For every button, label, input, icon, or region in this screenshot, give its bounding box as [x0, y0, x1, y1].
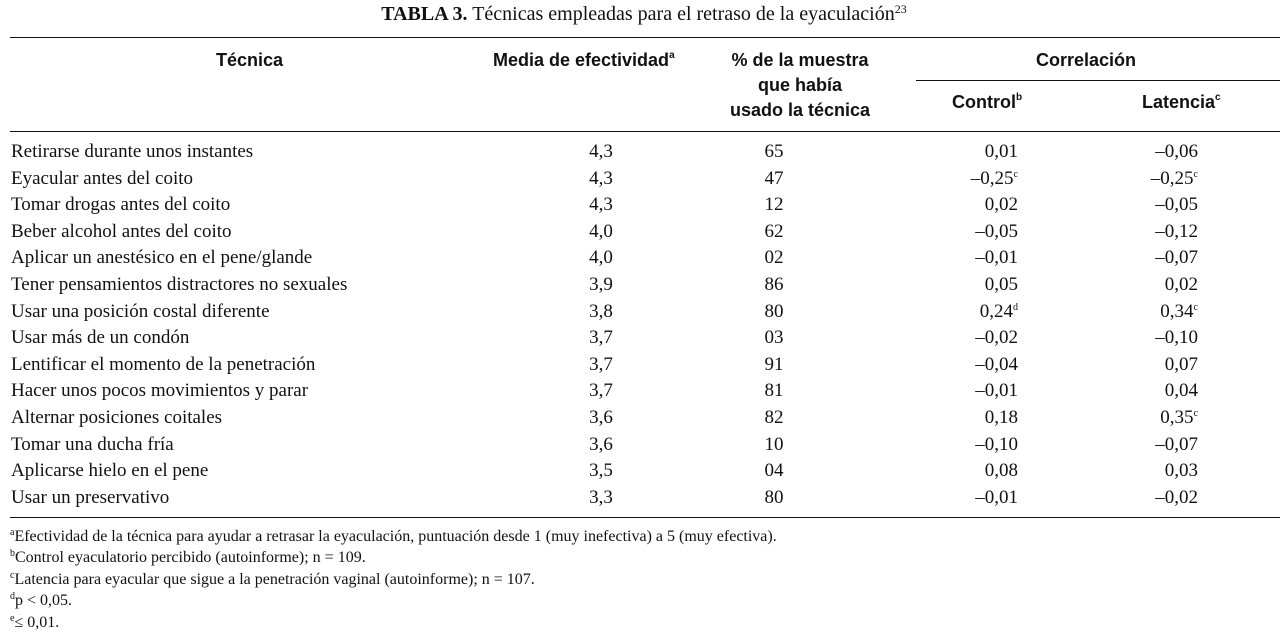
cell-latencia [1090, 192, 1198, 219]
cell-tecnica: Retirarse durante unos instantes [11, 141, 254, 162]
header-bottom-rule [10, 131, 1280, 132]
table-title: Técnicas empleadas para el retraso de la eyaculación [472, 3, 895, 25]
cell-porcentaje: 03 [764, 327, 784, 349]
cell-control [918, 325, 1018, 352]
header-latencia-sup: c [1215, 92, 1221, 103]
cell-tecnica: Aplicarse hielo en el pene [11, 460, 209, 482]
cell-porcentaje: 02 [764, 247, 784, 269]
table-body [0, 139, 1288, 511]
cell-control-value: 0,08 [984, 460, 1018, 482]
cell-media: 3,7 [589, 327, 613, 349]
cell-media: 3,5 [589, 460, 613, 482]
cell-latencia-value: 0,04 [1164, 380, 1198, 402]
cell-control [918, 432, 1018, 459]
cell-media: 4,3 [589, 141, 613, 162]
cell-control-value: –0,01 [975, 486, 1018, 508]
cell-latencia [1090, 458, 1198, 485]
cell-latencia-value: 0,03 [1164, 460, 1198, 482]
cell-control [918, 166, 1018, 193]
cell-tecnica: Tener pensamientos distractores no sexuales [11, 273, 348, 295]
cell-porcentaje: 10 [764, 433, 784, 455]
header-control [952, 90, 1022, 115]
cell-control [918, 485, 1018, 512]
cell-media: 3,8 [589, 300, 613, 322]
cell-latencia [1090, 139, 1198, 166]
header-control-label: Control [952, 92, 1016, 112]
cell-latencia-value: –0,12 [1155, 220, 1198, 242]
cell-control-value: –0,10 [975, 433, 1018, 455]
cell-latencia [1090, 219, 1198, 246]
table-row [0, 245, 1288, 272]
table-row [0, 405, 1288, 432]
footnote [10, 569, 777, 590]
cell-tecnica: Tomar drogas antes del coito [11, 194, 231, 216]
cell-media: 3,6 [589, 433, 613, 455]
cell-media: 3,3 [589, 486, 613, 508]
cell-control-sup: c [1013, 168, 1018, 180]
cell-latencia-value: 0,35 [1160, 406, 1194, 428]
cell-control-value: 0,24 [979, 300, 1013, 322]
cell-tecnica: Hacer unos pocos movimientos y parar [11, 380, 309, 402]
footnote [10, 612, 777, 633]
cell-control [918, 219, 1018, 246]
cell-latencia [1090, 432, 1198, 459]
header-control-sup: b [1015, 92, 1023, 103]
cell-control [918, 405, 1018, 432]
cell-control [918, 272, 1018, 299]
cell-media: 3,9 [589, 273, 613, 295]
cell-control [918, 352, 1018, 379]
cell-control [918, 299, 1018, 326]
cell-porcentaje: 47 [764, 167, 784, 189]
reference-superscript: 23 [894, 2, 907, 16]
cell-latencia-value: 0,07 [1164, 353, 1198, 375]
cell-control [918, 458, 1018, 485]
cell-tecnica: Alternar posiciones coitales [11, 406, 223, 428]
cell-porcentaje: 04 [764, 460, 784, 482]
cell-latencia [1090, 378, 1198, 405]
header-correlacion: Correlación [1035, 50, 1137, 70]
header-tecnica: Técnica [216, 50, 284, 70]
table-row [0, 458, 1288, 485]
cell-latencia [1090, 325, 1198, 352]
footnote-mark: e [10, 612, 15, 624]
footnotes [10, 526, 777, 633]
footnote [10, 526, 777, 547]
header-porcentaje-muestra [700, 48, 900, 123]
correlation-rule [916, 80, 1280, 81]
table-row [0, 325, 1288, 352]
table-caption [0, 3, 1288, 26]
cell-porcentaje: 82 [764, 406, 784, 428]
cell-media: 4,3 [589, 167, 613, 189]
cell-tecnica: Usar más de un condón [11, 327, 190, 349]
footnote-mark: b [10, 548, 15, 560]
cell-latencia-sup: c [1193, 301, 1198, 313]
footnote-text: ≤ 0,01. [14, 613, 60, 631]
cell-porcentaje: 91 [764, 353, 784, 375]
cell-control [918, 245, 1018, 272]
footnote-text: Efectividad de la técnica para ayudar a retrasar la eyaculación, puntuación desde 1 (muy inefectiva) a 5 (muy efectiva). [14, 528, 777, 545]
cell-latencia [1090, 485, 1198, 512]
cell-media: 3,6 [589, 406, 613, 428]
cell-tecnica: Tomar una ducha fría [11, 433, 174, 455]
header-latencia-label: Latencia [1142, 92, 1216, 112]
cell-latencia-value: 0,02 [1164, 273, 1198, 295]
cell-latencia-value: –0,25 [1150, 167, 1194, 189]
cell-media: 4,0 [589, 247, 613, 269]
header-pct-line-1: % de la muestra [731, 50, 869, 70]
cell-tecnica: Lentificar el momento de la penetración [11, 353, 316, 375]
table-number: TABLA 3. [381, 3, 468, 25]
cell-control [918, 192, 1018, 219]
table-row [0, 352, 1288, 379]
cell-media: 4,3 [589, 194, 613, 216]
cell-latencia [1090, 352, 1198, 379]
table-row [0, 432, 1288, 459]
header-latencia [1142, 90, 1221, 115]
footnote [10, 547, 777, 568]
cell-control-value: –0,05 [975, 220, 1018, 242]
table-row [0, 192, 1288, 219]
header-pct-line-3: usado la técnica [729, 100, 871, 120]
cell-porcentaje: 80 [764, 300, 784, 322]
cell-latencia-value: –0,07 [1155, 433, 1198, 455]
cell-latencia-value: –0,05 [1155, 194, 1198, 216]
header-media-efectividad [493, 48, 675, 73]
cell-latencia-value: –0,10 [1155, 327, 1198, 349]
cell-latencia-sup: c [1193, 407, 1198, 419]
table-row [0, 485, 1288, 512]
cell-porcentaje: 65 [764, 141, 784, 162]
cell-control-value: 0,18 [984, 406, 1018, 428]
cell-porcentaje: 62 [764, 220, 784, 242]
cell-latencia-value: –0,07 [1155, 247, 1198, 269]
cell-latencia-sup: c [1193, 168, 1198, 180]
cell-control-value: 0,01 [984, 141, 1018, 162]
footnote-mark: d [10, 591, 15, 603]
table-row [0, 272, 1288, 299]
top-rule [10, 37, 1280, 38]
cell-porcentaje: 81 [764, 380, 784, 402]
cell-media: 3,7 [589, 380, 613, 402]
bottom-rule [10, 517, 1280, 518]
table-row [0, 299, 1288, 326]
cell-latencia-value: –0,02 [1155, 486, 1198, 508]
cell-control-value: 0,02 [984, 194, 1018, 216]
header-media-sup: a [669, 50, 675, 61]
footnote-text: Latencia para eyacular que sigue a la penetración vaginal (autoinforme); n = 107. [14, 570, 535, 588]
cell-porcentaje: 12 [764, 194, 784, 216]
cell-latencia [1090, 166, 1198, 193]
table-row [0, 139, 1288, 166]
cell-porcentaje: 80 [764, 486, 784, 508]
cell-latencia [1090, 405, 1198, 432]
cell-media: 3,7 [589, 353, 613, 375]
cell-latencia [1090, 245, 1198, 272]
cell-tecnica: Usar una posición costal diferente [11, 300, 270, 322]
cell-control [918, 139, 1018, 166]
cell-tecnica: Aplicar un anestésico en el pene/glande [11, 247, 313, 269]
cell-latencia [1090, 272, 1198, 299]
footnote-mark: c [10, 569, 15, 581]
header-media-label: Media de efectividad [493, 50, 670, 70]
cell-latencia-value: –0,06 [1155, 141, 1198, 162]
cell-control-value: 0,05 [984, 273, 1018, 295]
cell-latencia-value: 0,34 [1160, 300, 1194, 322]
footnote-text: p < 0,05. [15, 592, 73, 610]
table-row [0, 166, 1288, 193]
table-row [0, 219, 1288, 246]
cell-porcentaje: 86 [764, 273, 784, 295]
footnote [10, 590, 777, 611]
cell-tecnica: Beber alcohol antes del coito [11, 220, 232, 242]
table-row [0, 378, 1288, 405]
cell-control-value: –0,25 [970, 167, 1014, 189]
cell-control-value: –0,04 [975, 353, 1018, 375]
cell-tecnica: Eyacular antes del coito [11, 167, 194, 189]
cell-control-value: –0,02 [975, 327, 1018, 349]
header-pct-line-2: que había [757, 75, 842, 95]
footnote-text: Control eyaculatorio percibido (autoinforme); n = 109. [15, 549, 366, 567]
cell-control [918, 378, 1018, 405]
cell-control-sup: d [1013, 301, 1018, 313]
footnote-mark: a [10, 527, 15, 538]
cell-tecnica: Usar un preservativo [11, 486, 170, 508]
cell-latencia [1090, 299, 1198, 326]
cell-control-value: –0,01 [975, 380, 1018, 402]
cell-control-value: –0,01 [975, 247, 1018, 269]
cell-media: 4,0 [589, 220, 613, 242]
